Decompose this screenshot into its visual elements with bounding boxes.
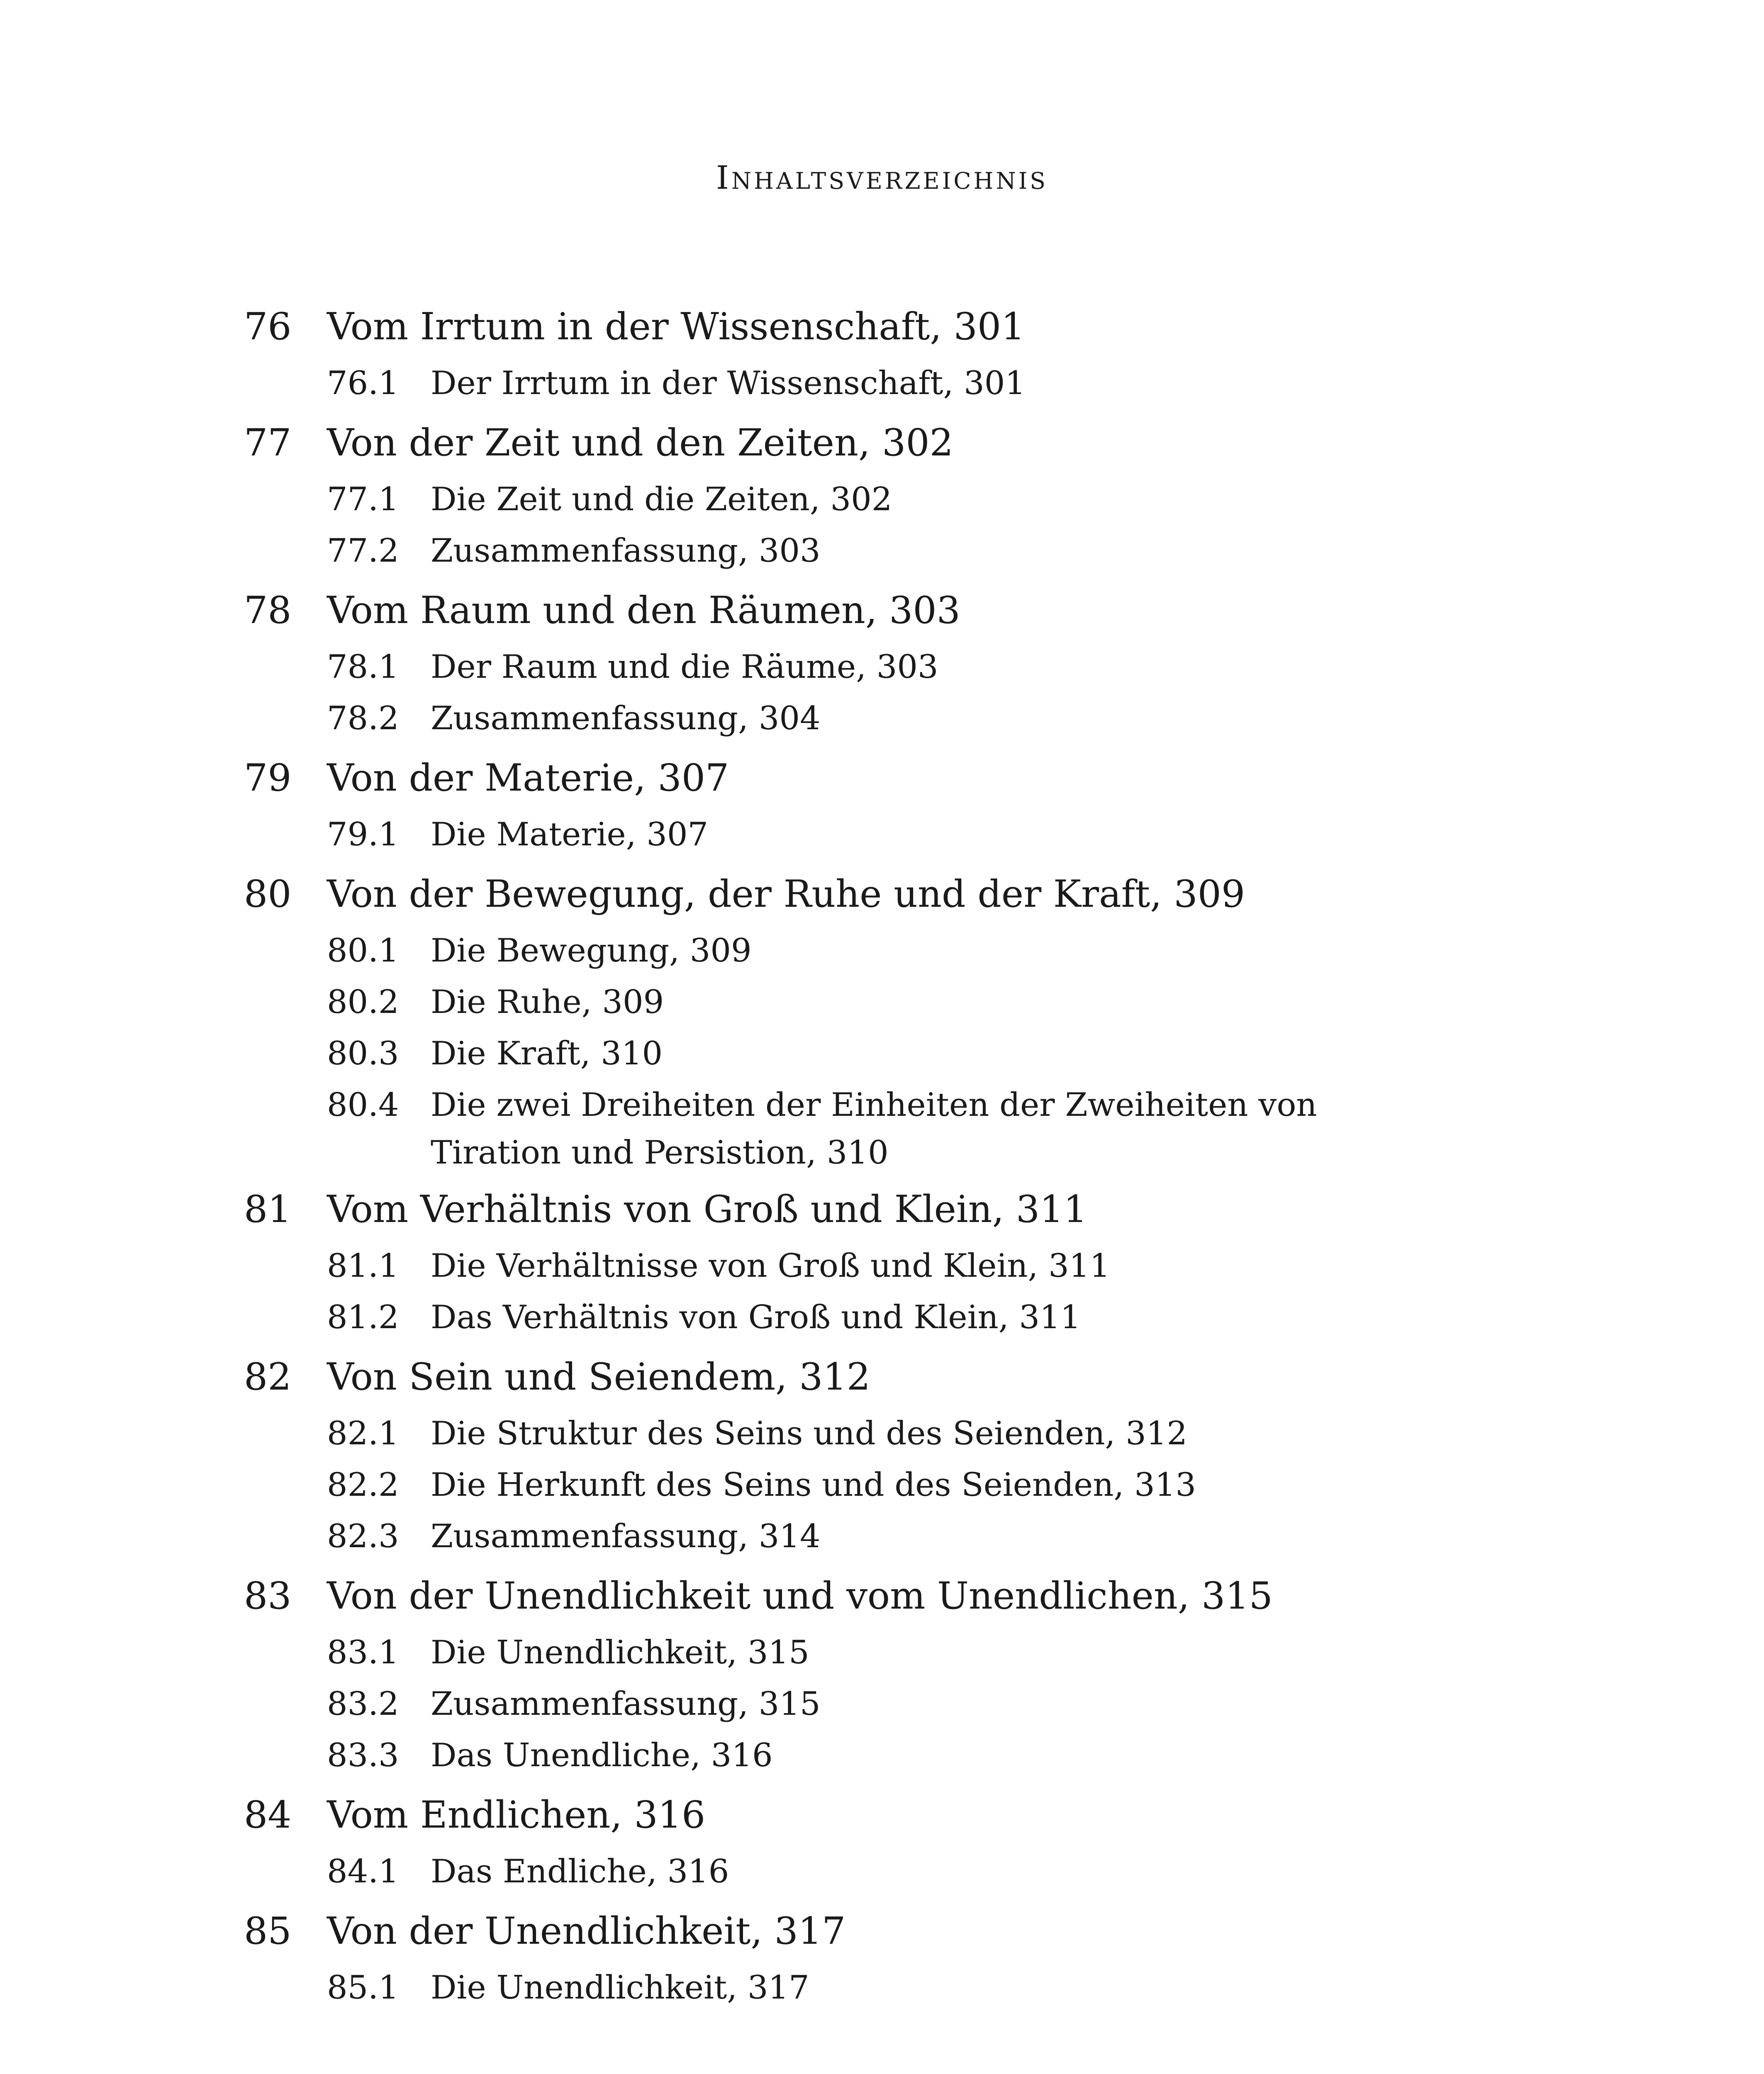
toc-section-entry[interactable] [244,1847,1430,1899]
toc-section-entry[interactable] [244,1081,1430,1177]
toc-chapter-81 [244,1188,1430,1344]
toc-chapter-entry[interactable] [244,1355,1430,1409]
toc-chapter-79 [244,756,1430,862]
chapter-number: 77 [244,421,292,465]
toc-section-entry[interactable] [244,643,1430,694]
toc-chapter-78 [244,589,1430,745]
toc-section-entry[interactable] [244,1628,1430,1680]
section-title: Zusammenfassung, 304 [431,700,821,737]
section-title: Die Herkunft des Seins und des Seienden, 313 [431,1466,1196,1504]
toc-chapter-entry[interactable] [244,1793,1430,1847]
section-number: 82.2 [327,1466,399,1504]
section-number: 83.1 [327,1634,399,1671]
chapter-number: 80 [244,872,292,916]
toc-chapter-83 [244,1574,1430,1782]
toc-section-entry[interactable] [244,526,1430,578]
section-number: 83.3 [327,1737,399,1774]
section-title: Die Bewegung, 309 [431,932,752,969]
chapter-number: 84 [244,1793,292,1837]
toc-section-entry[interactable] [244,810,1430,862]
chapter-number: 85 [244,1909,292,1953]
table-of-contents [244,305,1430,2025]
section-number: 81.1 [327,1247,399,1285]
section-number: 77.2 [327,532,399,570]
page-title: Inhaltsverzeichnis [716,159,1048,197]
section-number: 82.3 [327,1518,399,1555]
chapter-title: Vom Raum und den Räumen, 303 [327,589,960,632]
toc-section-entry[interactable] [244,926,1430,978]
toc-chapter-entry[interactable] [244,589,1430,643]
section-number: 85.1 [327,1969,399,2006]
chapter-title: Von der Unendlichkeit und vom Unendlichen, 315 [327,1574,1273,1618]
toc-chapter-85 [244,1909,1430,2015]
toc-chapter-entry[interactable] [244,756,1430,810]
toc-chapter-80 [244,872,1430,1177]
toc-chapter-84 [244,1793,1430,1899]
section-number: 84.1 [327,1853,399,1890]
section-title: Die Zeit und die Zeiten, 302 [431,481,892,518]
section-title: Das Endliche, 316 [431,1853,729,1890]
toc-section-entry[interactable] [244,978,1430,1029]
chapter-title: Von der Materie, 307 [327,756,729,800]
chapter-title: Von der Zeit und den Zeiten, 302 [327,421,953,465]
toc-section-entry[interactable] [244,1461,1430,1512]
toc-section-entry[interactable] [244,1512,1430,1563]
toc-chapter-77 [244,421,1430,578]
chapter-number: 78 [244,589,292,632]
section-title: Die Struktur des Seins und des Seienden, 312 [431,1415,1188,1452]
toc-section-entry[interactable] [244,694,1430,745]
toc-section-entry[interactable] [244,1963,1430,2015]
section-title: Zusammenfassung, 314 [431,1518,821,1555]
section-number: 80.1 [327,932,399,969]
section-number: 80.3 [327,1035,399,1072]
section-title: Die zwei Dreiheiten der Einheiten der Zweiheiten von Tiration und Persistion, 310 [431,1086,1317,1171]
chapter-number: 81 [244,1188,292,1231]
section-title: Der Raum und die Räume, 303 [431,648,938,686]
chapter-title: Vom Endlichen, 316 [327,1793,706,1837]
toc-chapter-entry[interactable] [244,872,1430,926]
section-number: 82.1 [327,1415,399,1452]
toc-section-entry[interactable] [244,1680,1430,1731]
toc-section-entry[interactable] [244,1731,1430,1782]
section-title: Die Unendlichkeit, 315 [431,1634,809,1671]
toc-chapter-entry[interactable] [244,1574,1430,1628]
section-title: Die Unendlichkeit, 317 [431,1969,809,2006]
toc-section-entry[interactable] [244,359,1430,410]
section-number: 79.1 [327,816,399,853]
toc-section-entry[interactable] [244,1409,1430,1461]
toc-chapter-entry[interactable] [244,1188,1430,1241]
section-number: 77.1 [327,481,399,518]
section-number: 78.2 [327,700,399,737]
section-title: Zusammenfassung, 303 [431,532,821,570]
toc-chapter-entry[interactable] [244,305,1430,359]
section-title: Das Verhältnis von Groß und Klein, 311 [431,1299,1081,1336]
toc-chapter-entry[interactable] [244,421,1430,475]
chapter-title: Vom Irrtum in der Wissenschaft, 301 [327,305,1025,348]
toc-chapter-82 [244,1355,1430,1563]
toc-section-entry[interactable] [244,1293,1430,1344]
section-number: 81.2 [327,1299,399,1336]
toc-section-entry[interactable] [244,1029,1430,1081]
toc-section-entry[interactable] [244,1241,1430,1293]
chapter-title: Vom Verhältnis von Groß und Klein, 311 [327,1188,1087,1231]
section-number: 80.2 [327,983,399,1021]
section-title: Die Verhältnisse von Groß und Klein, 311 [431,1247,1110,1285]
toc-chapter-entry[interactable] [244,1909,1430,1963]
chapter-number: 83 [244,1574,292,1618]
section-title: Die Ruhe, 309 [431,983,664,1021]
chapter-number: 79 [244,756,292,800]
section-title: Das Unendliche, 316 [431,1737,773,1774]
chapter-title: Von der Unendlichkeit, 317 [327,1909,846,1953]
section-title: Die Kraft, 310 [431,1035,663,1072]
toc-chapter-76 [244,305,1430,410]
chapter-title: Von Sein und Seiendem, 312 [327,1355,871,1399]
section-title: Der Irrtum in der Wissenschaft, 301 [431,365,1026,402]
toc-section-entry[interactable] [244,475,1430,526]
section-number: 76.1 [327,365,399,402]
section-number: 80.4 [327,1086,399,1124]
chapter-number: 82 [244,1355,292,1399]
chapter-title: Von der Bewegung, der Ruhe und der Kraft, 309 [327,872,1245,916]
section-title: Zusammenfassung, 315 [431,1685,821,1723]
section-number: 78.1 [327,648,399,686]
chapter-number: 76 [244,305,292,348]
section-number: 83.2 [327,1685,399,1723]
section-title: Die Materie, 307 [431,816,709,853]
